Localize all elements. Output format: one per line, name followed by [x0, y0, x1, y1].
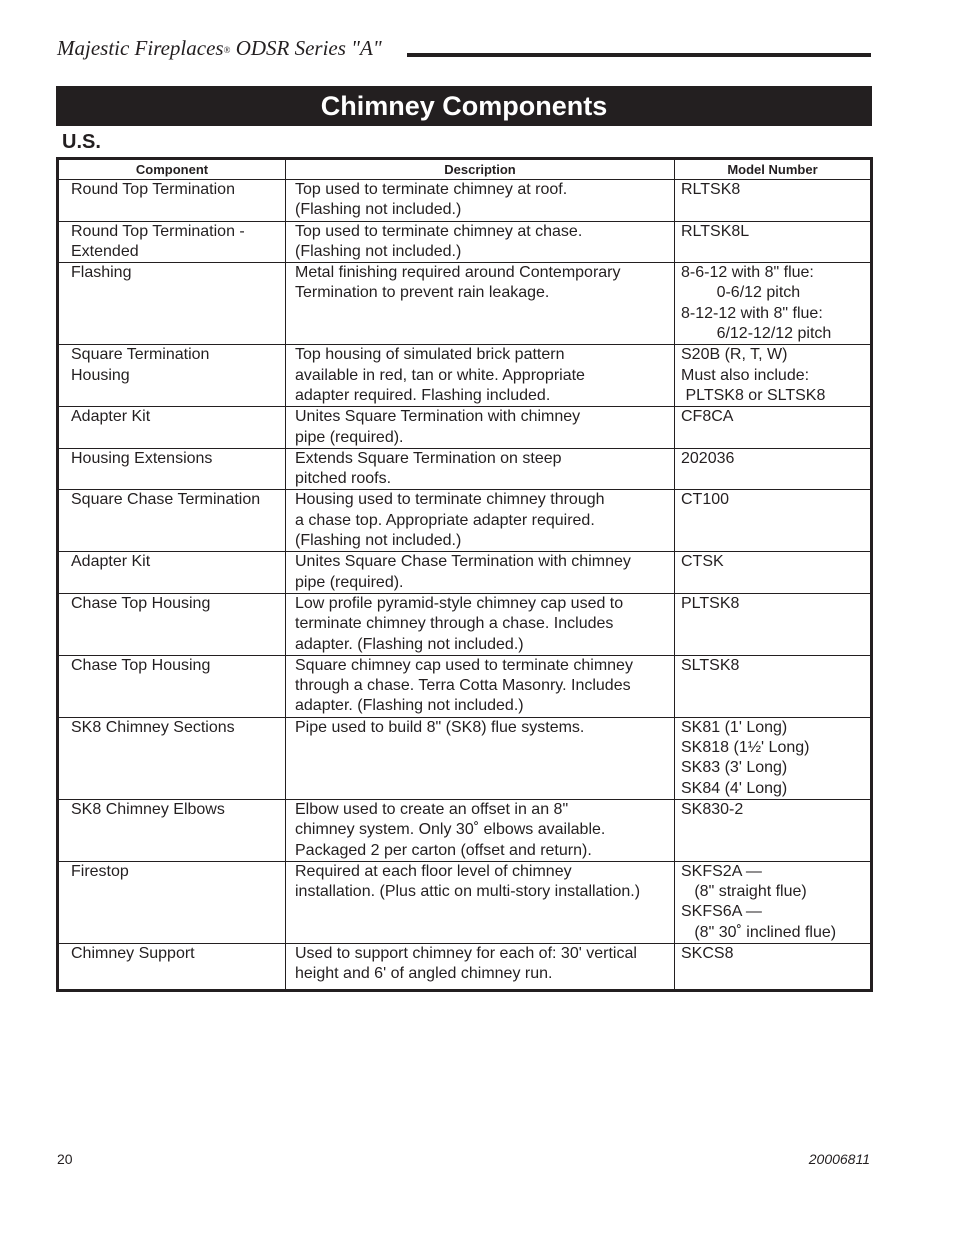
table-row [58, 221, 872, 263]
description-cell [286, 552, 675, 594]
component-cell [58, 943, 286, 990]
component-cell [58, 861, 286, 943]
cell-line: RLTSK8 [681, 181, 741, 198]
cell-line: Square Termination [71, 346, 210, 364]
cell-line: SKCS8 [681, 944, 734, 962]
cell-line: a chase top. Appropriate adapter required. [295, 511, 595, 529]
cell-line: chimney system. Only 30˚ elbows available. [295, 821, 606, 839]
table-row [58, 717, 872, 799]
cell-line: Required at each floor level of chimney [295, 862, 572, 880]
model-number-cell [675, 407, 872, 449]
cell-line: Adapter Kit [71, 553, 151, 571]
cell-line: adapter. (Flashing not included.) [295, 635, 524, 653]
cell-line: Adapter Kit [71, 408, 151, 426]
model-number-cell [675, 490, 872, 552]
component-cell [58, 180, 286, 222]
cell-line: SKFS6A — [681, 903, 762, 921]
component-cell [58, 407, 286, 449]
header-title [57, 36, 382, 61]
cell-line: Top housing of simulated brick pattern [295, 346, 565, 364]
page-header [57, 34, 871, 64]
cell-line: SLTSK8 [681, 656, 740, 674]
cell-line: SK84 (4' Long) [681, 779, 788, 797]
cell-line: pipe (required). [295, 573, 404, 591]
model-number-cell [675, 655, 872, 717]
cell-line: Must also include: [681, 366, 810, 384]
cell-line: Chase Top Housing [71, 594, 211, 612]
table-body [58, 180, 872, 991]
model-number-cell [675, 448, 872, 490]
cell-line: (8" 30˚ inclined flue) [681, 923, 837, 941]
cell-line: Unites Square Termination with chimney [295, 408, 581, 426]
table-row [58, 345, 872, 407]
cell-line: SK830-2 [681, 800, 744, 818]
table-row [58, 943, 872, 990]
column-header-component: Component [58, 159, 286, 180]
cell-line: adapter required. Flashing included. [295, 386, 551, 404]
cell-line: Housing [71, 366, 130, 384]
model-number-cell [675, 593, 872, 655]
component-cell [58, 221, 286, 263]
model-number-cell [675, 799, 872, 861]
cell-line: SK818 (1½' Long) [681, 739, 810, 757]
column-header-description: Description [286, 159, 675, 180]
table-row [58, 263, 872, 345]
cell-line: Housing used to terminate chimney through [295, 491, 605, 509]
description-cell [286, 180, 675, 222]
cell-line: S20B (R, T, W) [681, 346, 788, 364]
header-rule [407, 53, 871, 57]
document-number: 20006811 [808, 1151, 870, 1167]
cell-line: Pipe used to build 8" (SK8) flue systems. [295, 718, 585, 736]
cell-line: 8-6-12 with 8" flue: [681, 264, 814, 282]
model-number-cell [675, 221, 872, 263]
model-number-cell [675, 861, 872, 943]
cell-line: (8" straight flue) [681, 883, 807, 901]
cell-line: SK83 (3' Long) [681, 759, 788, 777]
table-row [58, 407, 872, 449]
cell-line: SK8 Chimney Sections [71, 718, 235, 736]
cell-line: Extended [71, 242, 139, 260]
table-row [58, 448, 872, 490]
brand-name: Majestic Fireplaces [57, 36, 224, 60]
model-number-cell [675, 717, 872, 799]
cell-line: Extends Square Termination on steep [295, 449, 562, 467]
model-number-cell [675, 345, 872, 407]
cell-line: (Flashing not included.) [295, 201, 462, 219]
table-row [58, 490, 872, 552]
cell-line: RLTSK8L [681, 222, 750, 240]
cell-line: terminate chimney through a chase. Includes [295, 615, 614, 633]
table-row [58, 861, 872, 943]
cell-line: 202036 [681, 449, 735, 467]
cell-line: pitched roofs. [295, 470, 392, 488]
component-cell [58, 345, 286, 407]
cell-line: Flashing [71, 264, 132, 282]
description-cell [286, 490, 675, 552]
cell-line: Metal finishing required around Contemporary [295, 264, 621, 282]
description-cell [286, 345, 675, 407]
cell-line: Chase Top Housing [71, 656, 211, 674]
cell-line: (Flashing not included.) [295, 532, 462, 550]
table-row [58, 180, 872, 222]
components-table [56, 157, 873, 992]
cell-line: adapter. (Flashing not included.) [295, 697, 524, 715]
cell-line: 0-6/12 pitch [681, 284, 801, 302]
description-cell [286, 263, 675, 345]
table-row [58, 655, 872, 717]
description-cell [286, 861, 675, 943]
registered-mark: ® [223, 45, 231, 55]
cell-line: 6/12-12/12 pitch [681, 325, 832, 343]
cell-line: available in red, tan or white. Appropriate [295, 366, 585, 384]
cell-line: pipe (required). [295, 428, 404, 446]
cell-line: Packaged 2 per carton (offset and return). [295, 841, 592, 859]
model-number-cell [675, 263, 872, 345]
model-number-cell [675, 552, 872, 594]
description-cell [286, 407, 675, 449]
cell-line: Top used to terminate chimney at roof. [295, 181, 568, 198]
cell-line: Round Top Termination [71, 181, 235, 198]
component-cell [58, 552, 286, 594]
cell-line: Unites Square Chase Termination with chimney [295, 553, 631, 571]
cell-line: installation. (Plus attic on multi-story installation.) [295, 883, 641, 901]
cell-line: PLTSK8 or SLTSK8 [681, 386, 826, 404]
component-cell [58, 593, 286, 655]
table-row [58, 593, 872, 655]
table-header-row [58, 159, 872, 180]
model-number-cell [675, 180, 872, 222]
cell-line: CTSK [681, 553, 724, 571]
table-row [58, 552, 872, 594]
description-cell [286, 717, 675, 799]
description-cell [286, 799, 675, 861]
page-title: Chimney Components [56, 86, 872, 126]
cell-line: Used to support chimney for each of: 30' vertical [295, 944, 637, 962]
cell-line: SK8 Chimney Elbows [71, 800, 225, 818]
cell-line: CT100 [681, 491, 730, 509]
component-cell [58, 448, 286, 490]
component-cell [58, 263, 286, 345]
cell-line: Termination to prevent rain leakage. [295, 284, 550, 302]
column-header-model-number: Model Number [675, 159, 872, 180]
description-cell [286, 221, 675, 263]
component-cell [58, 490, 286, 552]
cell-line: Square Chase Termination [71, 491, 261, 509]
cell-line: Square chimney cap used to terminate chimney [295, 656, 633, 674]
cell-line: Round Top Termination - [71, 222, 245, 240]
page-number: 20 [57, 1151, 73, 1167]
cell-line: Firestop [71, 862, 129, 880]
cell-line: height and 6' of angled chimney run. [295, 965, 553, 983]
model-number-cell [675, 943, 872, 990]
component-cell [58, 655, 286, 717]
table-row [58, 799, 872, 861]
description-cell [286, 448, 675, 490]
cell-line: SK81 (1' Long) [681, 718, 788, 736]
cell-line: Chimney Support [71, 944, 195, 962]
cell-line: PLTSK8 [681, 594, 740, 612]
series-name: ODSR Series "A" [235, 36, 382, 60]
description-cell [286, 593, 675, 655]
cell-line: through a chase. Terra Cotta Masonry. Includes [295, 677, 631, 695]
description-cell [286, 943, 675, 990]
cell-line: Low profile pyramid-style chimney cap used to [295, 594, 624, 612]
cell-line: Housing Extensions [71, 449, 213, 467]
component-cell [58, 717, 286, 799]
cell-line: Top used to terminate chimney at chase. [295, 222, 583, 240]
region-heading: U.S. [62, 131, 101, 153]
cell-line: Elbow used to create an offset in an 8" [295, 800, 569, 818]
component-cell [58, 799, 286, 861]
description-cell [286, 655, 675, 717]
cell-line: (Flashing not included.) [295, 242, 462, 260]
cell-line: 8-12-12 with 8" flue: [681, 304, 823, 322]
cell-line: CF8CA [681, 408, 734, 426]
cell-line: SKFS2A — [681, 862, 762, 880]
